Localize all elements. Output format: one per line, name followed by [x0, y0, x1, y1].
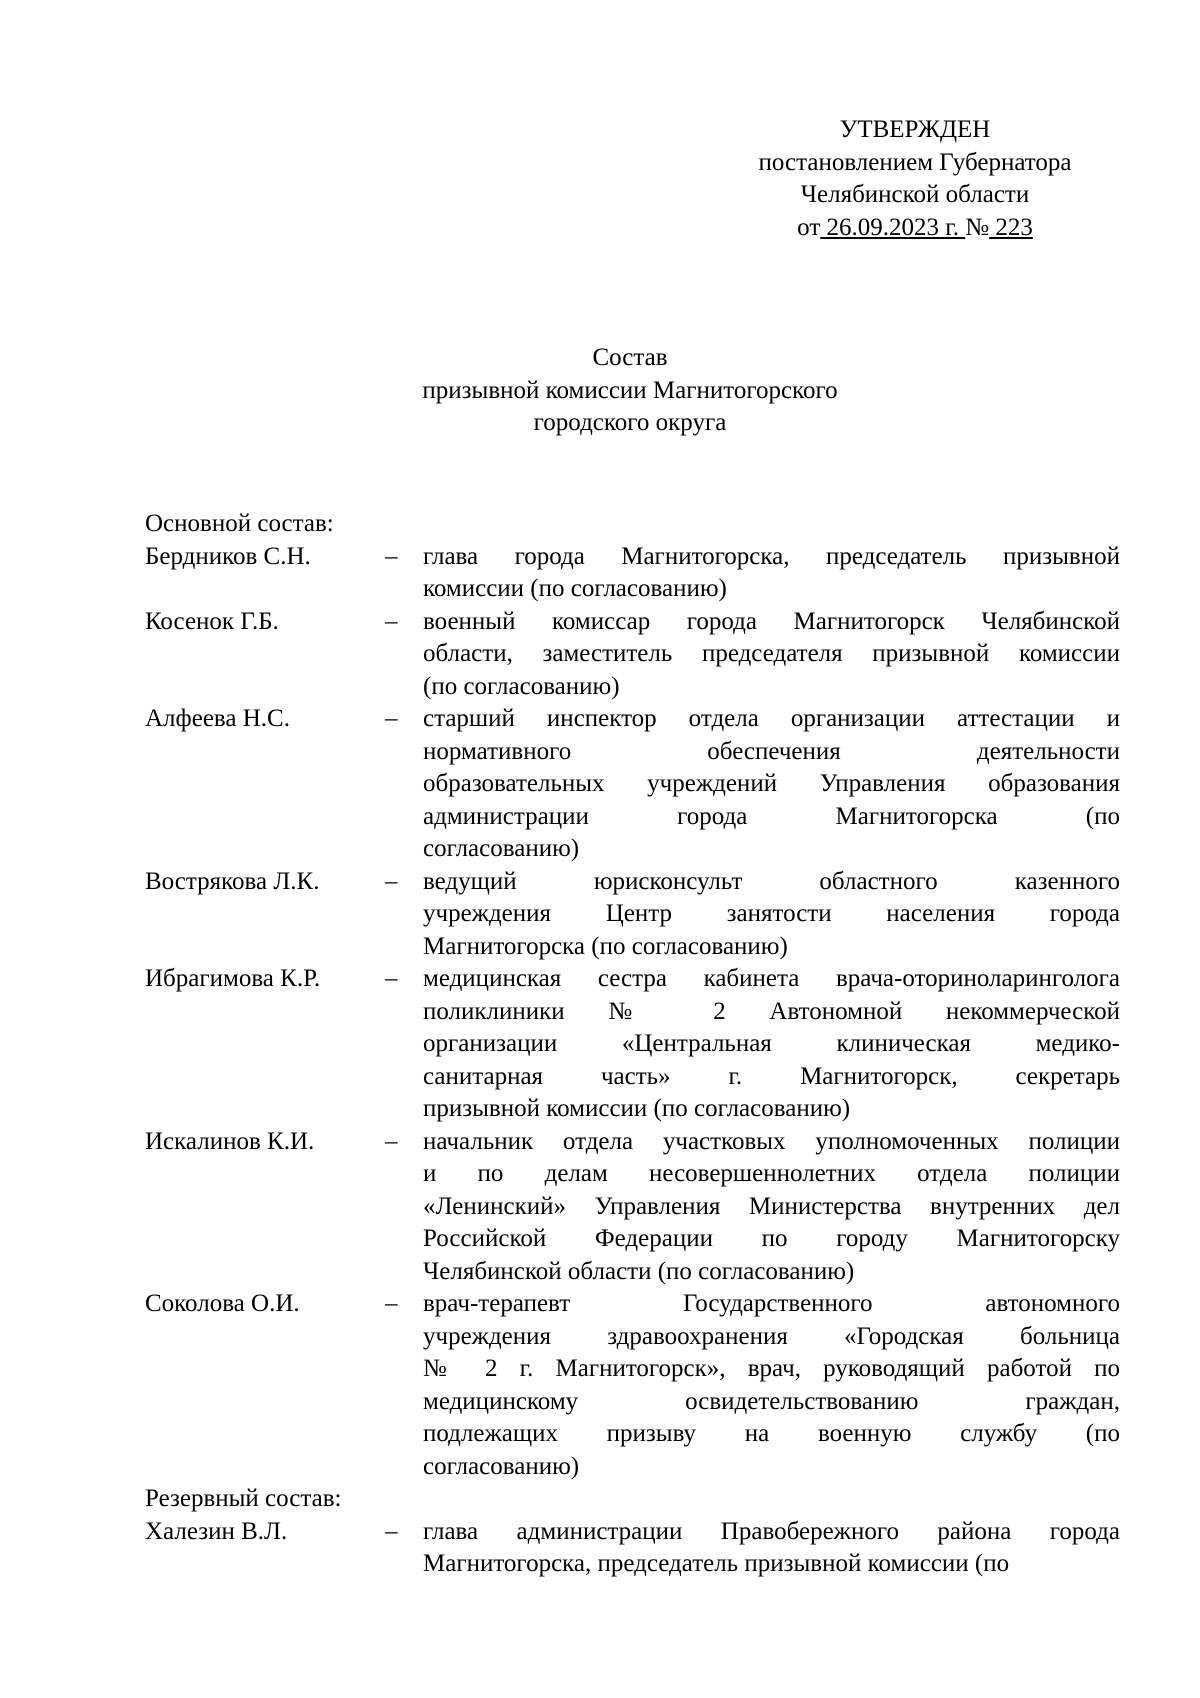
member-position-line: области, заместитель председателя призывной комиссии: [423, 640, 1120, 667]
member-position-line: подлежащих призыву на военную службу (по: [423, 1420, 1120, 1447]
member-dash: –: [385, 965, 398, 992]
member-row: [145, 1126, 1120, 1289]
member-position-line: военный комиссар города Магнитогорск Челябинской: [423, 607, 1120, 635]
title-line-3: городского округа: [533, 409, 727, 436]
member-row: [145, 1516, 1120, 1581]
member-position-line: «Ленинский» Управления Министерства внутренних дел: [423, 1192, 1120, 1220]
approval-line-2: Челябинской области: [800, 181, 1030, 208]
title-line-1: Состав: [592, 344, 668, 371]
member-position-line: санитарная часть» г. Магнитогорск, секретарь: [423, 1062, 1120, 1090]
member-position-line: № 2 г. Магнитогорск», врач, руководящий работой по: [423, 1355, 1120, 1382]
member-name: Вострякова Л.К.: [145, 867, 320, 895]
reserve-section-label: Резервный состав:: [145, 1485, 342, 1512]
member-position-line: комиссии (по согласованию): [423, 575, 727, 602]
member-position-line: и по делам несовершеннолетних отдела полиции: [423, 1160, 1120, 1187]
member-name: Соколова О.И.: [145, 1290, 300, 1317]
member-dash: –: [385, 1290, 398, 1317]
member-position-line: учреждения здравоохранения «Городская больница: [423, 1322, 1120, 1350]
member-row: [145, 963, 1120, 1126]
member-position-line: (по согласованию): [423, 672, 620, 700]
member-position: [423, 866, 1120, 964]
approval-date: 26.09.2023 г.: [820, 213, 966, 241]
member-position-line: согласованию): [423, 1452, 580, 1480]
member-dash: –: [385, 705, 398, 732]
member-position-line: глава администрации Правобережного района города: [423, 1517, 1120, 1545]
commission-list: [145, 508, 1120, 1581]
member-position-line: согласованию): [423, 835, 580, 862]
member-row: [145, 703, 1120, 866]
date-prefix: от: [797, 213, 821, 241]
member-position-line: учреждения Центр занятости населения города: [423, 900, 1120, 927]
member-row: [145, 1288, 1120, 1483]
member-position-line: глава города Магнитогорска, председатель призывной: [423, 542, 1120, 570]
member-row: [145, 606, 1120, 704]
member-position-line: старший инспектор отдела организации аттестации и: [423, 705, 1120, 732]
member-position-line: организации «Центральная клиническая медико-: [423, 1030, 1120, 1057]
member-dash: –: [385, 542, 398, 570]
member-position: [423, 1516, 1120, 1581]
approval-status: УТВЕРЖДЕН: [839, 116, 991, 143]
member-position-line: Магнитогорска (по согласованию): [423, 932, 788, 960]
approval-date-line: [720, 212, 1110, 245]
number-prefix: №: [965, 213, 990, 241]
member-position: [423, 606, 1120, 704]
member-dash: –: [385, 607, 398, 635]
member-name: Ибрагимова К.Р.: [145, 965, 321, 992]
member-position-line: поликлиники № 2 Автономной некоммерческой: [423, 997, 1120, 1025]
member-position-line: ведущий юрисконсульт областного казенного: [423, 867, 1120, 895]
member-position-line: нормативного обеспечения деятельности: [423, 737, 1120, 765]
member-position-line: врач-терапевт Государственного автономного: [423, 1290, 1120, 1317]
member-position-line: Магнитогорска, председатель призывной комиссии (по: [423, 1550, 1010, 1577]
approval-number: 223: [989, 213, 1033, 241]
member-row: [145, 541, 1120, 606]
main-section-label: Основной состав:: [145, 510, 334, 537]
document-title: [140, 342, 1120, 440]
member-name: Бердников С.Н.: [145, 542, 311, 570]
approval-stamp: [720, 114, 1110, 244]
member-position-line: Российской Федерации по городу Магнитогорску: [423, 1225, 1120, 1252]
member-position-line: медицинская сестра кабинета врача-оториноларинголога: [423, 965, 1120, 992]
member-name: Халезин В.Л.: [145, 1517, 288, 1545]
member-name: Искалинов К.И.: [145, 1127, 315, 1155]
member-position-line: начальник отдела участковых уполномоченных полиции: [423, 1127, 1120, 1155]
member-position-line: образовательных учреждений Управления образования: [423, 770, 1120, 797]
member-dash: –: [385, 1517, 398, 1545]
member-position: [423, 541, 1120, 606]
title-line-2: призывной комиссии Магнитогорского: [422, 376, 838, 404]
approval-line-1: постановлением Губернатора: [758, 148, 1072, 176]
member-position-line: медицинскому освидетельствованию граждан,: [423, 1387, 1120, 1415]
reserve-members-list: [145, 1516, 1120, 1581]
member-position: [423, 703, 1120, 866]
member-position: [423, 963, 1120, 1126]
member-row: [145, 866, 1120, 964]
member-position-line: призывной комиссии (по согласованию): [423, 1095, 851, 1122]
member-position-line: администрации города Магнитогорска (по: [423, 802, 1120, 830]
member-position-line: Челябинской области (по согласованию): [423, 1257, 855, 1285]
member-name: Алфеева Н.С.: [145, 705, 290, 732]
member-dash: –: [385, 1127, 398, 1155]
member-dash: –: [385, 867, 398, 895]
member-position: [423, 1126, 1120, 1289]
main-members-list: [145, 541, 1120, 1484]
member-position: [423, 1288, 1120, 1483]
member-name: Косенок Г.Б.: [145, 607, 279, 635]
